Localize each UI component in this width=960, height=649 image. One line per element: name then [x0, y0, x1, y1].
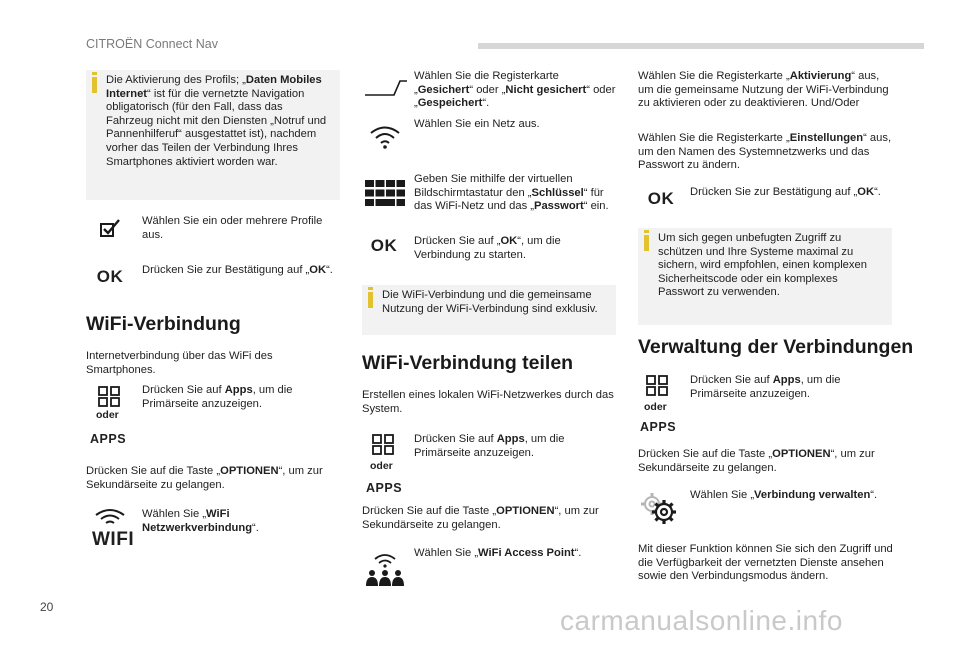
step-select-profiles: Wählen Sie ein oder mehrere Profile aus. — [142, 215, 323, 241]
apps-grid-icon — [645, 374, 669, 396]
step-press-options: Drücken Sie auf die Taste „OPTIONEN“, um zur Sekundärseite zu gelangen. — [362, 505, 599, 531]
apps-button-icon: APPS — [90, 432, 127, 446]
ok-button-icon: OK — [96, 267, 124, 287]
heading-wifi-connection: WiFi-Verbindung — [86, 313, 241, 335]
wifi-access-point-icon — [365, 551, 405, 587]
apps-button-icon: APPS — [640, 420, 677, 434]
step-select-access-point: Wählen Sie „WiFi Access Point“. — [414, 547, 582, 559]
apps-grid-icon — [97, 385, 121, 407]
info-marker-icon — [644, 235, 649, 251]
wifi-intro-text: Internetverbindung über das WiFi des Smartphones. — [86, 350, 273, 376]
oder-label: oder — [644, 401, 667, 413]
header-divider-bar — [478, 43, 924, 49]
page-number: 20 — [40, 600, 54, 614]
settings-gears-icon — [640, 492, 678, 526]
wifi-network-icon — [368, 124, 402, 150]
checkbox-list-icon — [95, 218, 125, 240]
step-press-options: Drücken Sie auf die Taste „OPTIONEN“, um zur Sekundärseite zu gelangen. — [86, 465, 323, 491]
profile-activation-note — [86, 70, 340, 200]
step-press-apps: Drücken Sie auf Apps, um die Primärseite anzuzeigen. — [142, 384, 293, 410]
info-marker-icon — [92, 77, 97, 93]
ok-button-icon: OK — [647, 189, 675, 209]
wifi-button-icon: WIFI — [92, 529, 135, 550]
note-text: Die Aktivierung des Profils; „Daten Mobiles Internet“ ist für die vernetzte Navigation obligatorisch (für den Fall, dass das Fahrzeug nicht mit den Diensten „Notruf und Pannenhilferuf“ ausgestattet ist), nachdem vorher das Teilen der Verbindung Ihres Smartphones aktiviert worden war. — [106, 74, 327, 168]
note-text: Um sich gegen unbefugten Zugriff zu schützen und Ihre Systeme maximal zu sichern, wird empfohlen, einen komplexen Sicherheitscode oder ein komplexes Passwort zu verwenden. — [658, 232, 867, 299]
oder-label: oder — [370, 460, 393, 472]
step-select-tab: Wählen Sie die Registerkarte „Gesichert“ oder „Nicht gesichert“ oder „Gespeichert“. — [414, 70, 616, 110]
security-recommendation-note — [638, 228, 892, 325]
note-text: Die WiFi-Verbindung und die gemeinsame Nutzung der WiFi-Verbindung sind exklusiv. — [382, 289, 598, 315]
paragraph-function-description: Mit dieser Funktion können Sie sich den Zugriff und die Verfügbarkeit der vernetzten Dienste ansehen sowie den Verbindungsmodus ändern. — [638, 543, 893, 583]
step-start-connection: Drücken Sie auf „OK“, um die Verbindung zu starten. — [414, 235, 561, 261]
oder-label: oder — [96, 409, 119, 421]
step-select-wifi-connection: Wählen Sie „WiFi Netzwerkverbindung“. — [142, 508, 259, 534]
watermark-text: carmanualsonline.info — [560, 605, 843, 636]
apps-button-icon: APPS — [366, 481, 403, 495]
paragraph-activation-tab: Wählen Sie die Registerkarte „Aktivierung“ aus, um die gemeinsame Nutzung der WiFi-Verbindung zu aktivieren oder zu deaktivieren. Und/Oder — [638, 70, 889, 110]
step-press-options: Drücken Sie auf die Taste „OPTIONEN“, um zur Sekundärseite zu gelangen. — [638, 448, 875, 474]
step-confirm-ok: Drücken Sie zur Bestätigung auf „OK“. — [142, 264, 333, 276]
apps-grid-icon — [371, 433, 395, 455]
step-select-manage-connection: Wählen Sie „Verbindung verwalten“. — [690, 489, 878, 501]
share-intro-text: Erstellen eines lokalen WiFi-Netzwerkes durch das System. — [362, 389, 614, 415]
exclusive-wifi-note — [362, 285, 616, 335]
paragraph-settings-tab: Wählen Sie die Registerkarte „Einstellungen“ aus, um den Namen des Systemnetzwerks und das Passwort zu ändern. — [638, 132, 892, 172]
info-marker-icon — [368, 292, 373, 308]
tab-selector-icon — [364, 78, 408, 98]
step-press-apps: Drücken Sie auf Apps, um die Primärseite anzuzeigen. — [690, 374, 841, 400]
heading-manage-connections: Verwaltung der Verbindungen — [638, 336, 914, 358]
heading-share-wifi: WiFi-Verbindung teilen — [362, 352, 574, 374]
step-confirm-ok: Drücken Sie zur Bestätigung auf „OK“. — [690, 186, 881, 198]
step-enter-key: Geben Sie mithilfe der virtuellen Bildschirmtastatur den „Schlüssel“ für das WiFi-Netz und das „Passwort“ ein. — [414, 173, 609, 213]
step-select-network: Wählen Sie ein Netz aus. — [414, 118, 540, 130]
virtual-keyboard-icon — [365, 180, 405, 206]
wifi-signal-icon — [92, 508, 128, 526]
step-press-apps: Drücken Sie auf Apps, um die Primärseite anzuzeigen. — [414, 433, 565, 459]
manual-header-title: CITROËN Connect Nav — [86, 37, 218, 51]
ok-button-icon: OK — [370, 236, 398, 256]
